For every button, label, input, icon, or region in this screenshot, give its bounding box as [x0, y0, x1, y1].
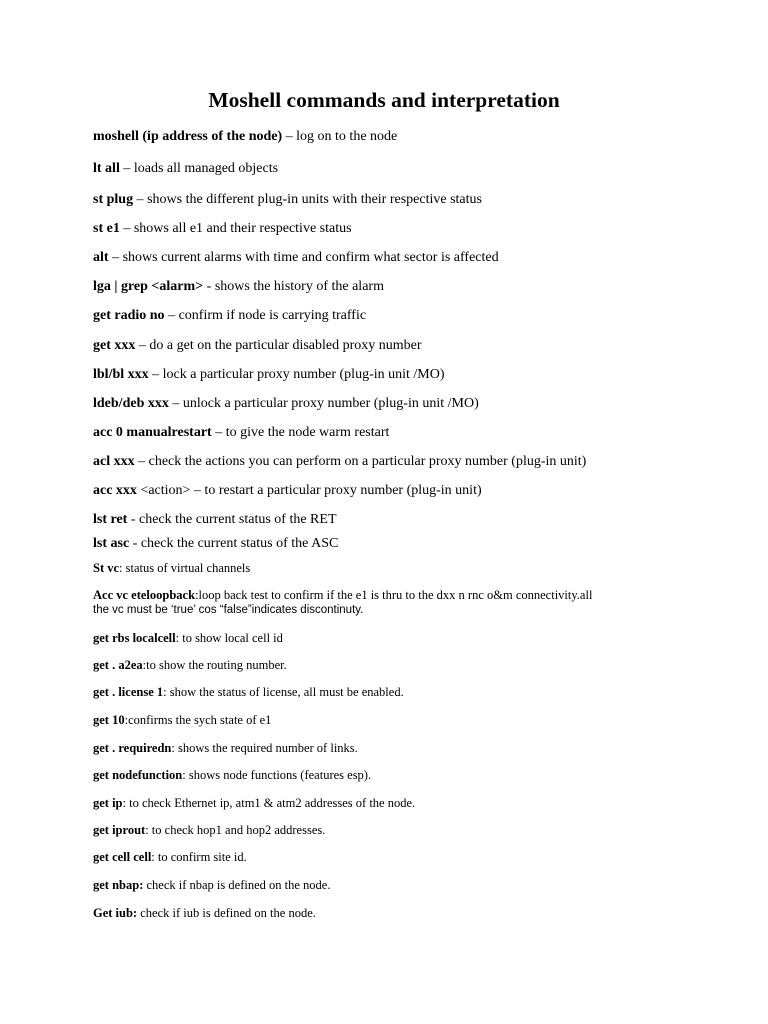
command-description: check if nbap is defined on the node.: [143, 878, 331, 892]
command-name: lst ret: [93, 512, 128, 527]
command-entry: [93, 395, 693, 412]
command-entry: [93, 561, 693, 576]
command-description: – shows current alarms with time and confirm what sector is affected: [108, 250, 499, 265]
command-entry: [93, 160, 693, 177]
command-entry: [93, 713, 693, 728]
command-description: : show the status of license, all must be enabled.: [163, 685, 404, 699]
command-description: – unlock a particular proxy number (plug-in unit /MO): [168, 396, 479, 411]
command-description: – do a get on the particular disabled proxy number: [135, 338, 422, 353]
command-description: – check the actions you can perform on a particular proxy number (plug-in unit): [134, 454, 587, 469]
command-entry: [93, 511, 693, 528]
command-entry: [93, 424, 693, 441]
command-entry: [93, 482, 693, 499]
command-description: : to check hop1 and hop2 addresses.: [145, 823, 326, 837]
command-description: : status of virtual channels: [119, 561, 251, 575]
command-entry: [93, 768, 693, 783]
command-name: get cell cell: [93, 850, 152, 864]
command-name: ldeb/deb xxx: [93, 396, 169, 411]
command-entry: [93, 878, 693, 893]
command-description: – shows all e1 and their respective status: [119, 221, 352, 236]
command-description: – confirm if node is carrying traffic: [164, 308, 367, 323]
command-name: get . license 1: [93, 685, 164, 699]
command-name: lt all: [93, 161, 120, 176]
command-name: acc 0 manualrestart: [93, 425, 212, 440]
command-name: get . requiredn: [93, 741, 172, 755]
command-description: – loads all managed objects: [119, 161, 279, 176]
command-name: Acc vc eteloopback: [93, 588, 196, 602]
command-description: - check the current status of the ASC: [129, 536, 339, 551]
command-description: : to check Ethernet ip, atm1 & atm2 addresses of the node.: [122, 796, 416, 810]
command-description: : shows node functions (features esp).: [182, 768, 372, 782]
command-name: get . a2ea: [93, 658, 143, 672]
command-description: : to confirm site id.: [151, 850, 247, 864]
command-description: : shows the required number of links.: [171, 741, 358, 755]
command-description: : to show local cell id: [175, 631, 283, 645]
command-name: get nbap:: [93, 878, 144, 892]
command-entry: [93, 191, 693, 208]
command-entry: [93, 307, 693, 324]
command-entry: [93, 741, 693, 756]
command-entry: [93, 796, 693, 811]
command-description: – log on to the node: [282, 129, 398, 144]
command-description: :confirms the sych state of e1: [124, 713, 272, 727]
command-name: get iprout: [93, 823, 146, 837]
command-description: – lock a particular proxy number (plug-in unit /MO): [148, 367, 445, 382]
command-entry: [93, 366, 693, 383]
command-name: get nodefunction: [93, 768, 183, 782]
command-name: acc xxx: [93, 483, 137, 498]
command-description: - check the current status of the RET: [127, 512, 337, 527]
command-name: lbl/bl xxx: [93, 367, 149, 382]
page-title: Moshell commands and interpretation: [208, 88, 560, 112]
command-description-continued: the vc must be ‘true’ cos “false”indicates discontinuty.: [93, 604, 364, 616]
command-entry: [93, 631, 693, 646]
command-entry: [93, 685, 693, 700]
command-entry: [93, 535, 693, 552]
command-entry: [93, 249, 693, 266]
command-name: st plug: [93, 192, 134, 207]
command-name: get 10: [93, 713, 125, 727]
command-entry: [93, 850, 693, 865]
command-name: get rbs localcell: [93, 631, 176, 645]
command-name: lga | grep <alarm>: [93, 279, 204, 294]
command-entry: [93, 128, 693, 145]
command-entry: [93, 658, 693, 673]
command-description: :to show the routing number.: [142, 658, 287, 672]
command-entry: [93, 453, 693, 470]
command-name: moshell (ip address of the node): [93, 129, 283, 144]
command-name: st e1: [93, 221, 120, 236]
command-entry: [93, 337, 693, 354]
command-entry: [93, 588, 693, 617]
command-name: Get iub:: [93, 906, 138, 920]
command-entry: [93, 823, 693, 838]
command-description: <action> – to restart a particular proxy number (plug-in unit): [136, 483, 482, 498]
command-name: acl xxx: [93, 454, 135, 469]
command-name: alt: [93, 250, 109, 265]
command-entry: [93, 278, 693, 295]
command-name: lst asc: [93, 536, 130, 551]
command-description: – shows the different plug-in units with their respective status: [133, 192, 482, 207]
command-description: :loop back test to confirm if the e1 is thru to the dxx n rnc o&m connectivity.all: [195, 588, 593, 602]
command-name: get ip: [93, 796, 123, 810]
command-name: get radio no: [93, 308, 165, 323]
command-description: – to give the node warm restart: [211, 425, 390, 440]
command-entry: [93, 906, 693, 921]
command-description: check if iub is defined on the node.: [137, 906, 316, 920]
command-name: St vc: [93, 561, 120, 575]
command-entry: [93, 220, 693, 237]
command-name: get xxx: [93, 338, 136, 353]
command-description: - shows the history of the alarm: [203, 279, 384, 294]
